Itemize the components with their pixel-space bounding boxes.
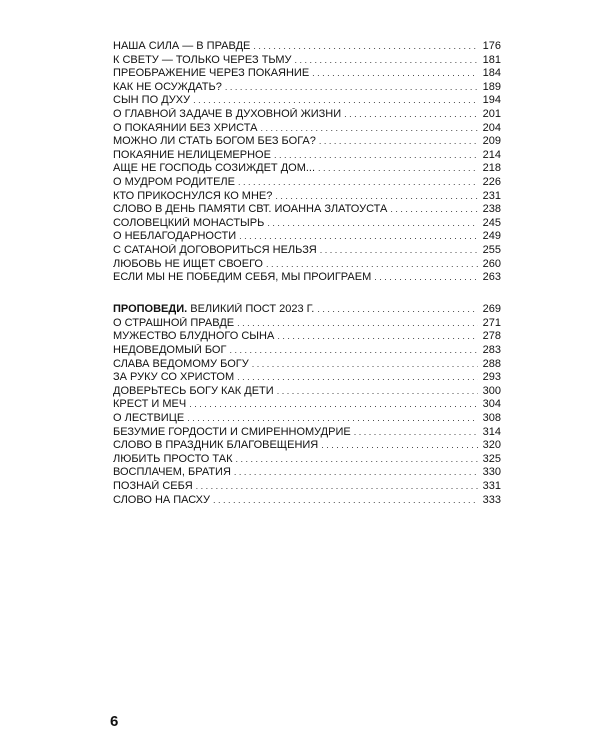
toc-entry-page: 209 <box>482 135 501 148</box>
leader-dots <box>344 108 478 122</box>
toc-entry-title: ЗА РУКУ СО ХРИСТОМ <box>113 371 235 384</box>
leader-dots <box>189 398 478 412</box>
toc-entry-title: К СВЕТУ — ТОЛЬКО ЧЕРЕЗ ТЬМУ <box>113 53 292 66</box>
toc-entry-title: О ПОКАЯНИИ БЕЗ ХРИСТА <box>113 121 258 134</box>
toc-entry[interactable] <box>113 190 501 204</box>
toc-entry-title: О МУДРОМ РОДИТЕЛЕ <box>113 175 235 188</box>
toc-entry[interactable] <box>113 385 501 399</box>
toc-entry[interactable] <box>113 135 501 149</box>
toc-entry-title: АЩЕ НЕ ГОСПОДЬ СОЗИЖДЕТ ДОМ... <box>113 162 316 175</box>
toc-entry-page: 271 <box>482 316 501 329</box>
toc-entry[interactable] <box>113 176 501 190</box>
toc-entry-page: 293 <box>482 371 501 384</box>
leader-dots <box>196 480 478 494</box>
toc-entry-title: ПРЕОБРАЖЕНИЕ ЧЕРЕЗ ПОКАЯНИЕ <box>113 67 310 80</box>
toc-entry-page: 304 <box>482 398 501 411</box>
leader-dots <box>274 149 478 163</box>
toc-entry-title: КТО ПРИКОСНУЛСЯ КО МНЕ? <box>113 189 273 202</box>
toc-section-1 <box>113 40 501 285</box>
toc-entry[interactable] <box>113 217 501 231</box>
leader-dots <box>238 176 478 190</box>
toc-entry-page: 255 <box>482 243 501 256</box>
toc-entry-title: СЛОВО В ПРАЗДНИК БЛАГОВЕЩЕНИЯ <box>113 439 319 452</box>
toc-entry-page: 204 <box>482 121 501 134</box>
toc-entry-page: 218 <box>482 162 501 175</box>
toc-entry-page: 300 <box>482 384 501 397</box>
toc-entry-title: ДОВЕРЬТЕСЬ БОГУ КАК ДЕТИ <box>113 384 274 397</box>
toc-entry-page: 201 <box>482 107 501 120</box>
toc-entry[interactable] <box>113 258 501 272</box>
toc-entry-title: ВОСПЛАЧЕМ, БРАТИЯ <box>113 466 231 479</box>
toc-entry-title: НАША СИЛА — В ПРАВДЕ <box>113 40 251 52</box>
toc-entry-title: СЛАВА ВЕДОМОМУ БОГУ <box>113 357 249 370</box>
toc-entry-title: МОЖНО ЛИ СТАТЬ БОГОМ БЕЗ БОГА? <box>113 135 316 148</box>
toc-entry[interactable] <box>113 398 501 412</box>
toc-entry[interactable] <box>113 108 501 122</box>
toc-entry-page: 181 <box>482 53 501 66</box>
toc-entry-page: 238 <box>482 203 501 216</box>
toc-entry[interactable] <box>113 271 501 285</box>
toc-entry[interactable] <box>113 94 501 108</box>
toc-entry-page: 249 <box>482 230 501 243</box>
section-gap <box>113 285 501 304</box>
toc-entry-title: МУЖЕСТВО БЛУДНОГО СЫНА <box>113 330 275 343</box>
leader-dots <box>266 258 478 272</box>
toc-entry-page: 260 <box>482 257 501 270</box>
toc-entry-title: О СТРАШНОЙ ПРАВДЕ <box>113 316 235 329</box>
toc-entry-title: БЕЗУМИЕ ГОРДОСТИ И СМИРЕННОМУДРИЕ <box>113 425 351 438</box>
leader-dots <box>267 217 478 231</box>
toc-entry[interactable] <box>113 244 501 258</box>
toc-entry-page: 231 <box>482 189 501 202</box>
table-of-contents <box>113 40 501 507</box>
toc-entry[interactable] <box>113 162 501 176</box>
toc-entry[interactable] <box>113 54 501 68</box>
toc-entry-title: ЛЮБОВЬ НЕ ИЩЕТ СВОЕГО <box>113 257 263 270</box>
toc-entry[interactable] <box>113 466 501 480</box>
toc-entry-page: 226 <box>482 175 501 188</box>
leader-dots <box>295 54 478 68</box>
toc-entry[interactable] <box>113 67 501 81</box>
leader-dots <box>275 190 478 204</box>
leader-dots <box>277 330 478 344</box>
toc-entry-page: 288 <box>482 357 501 370</box>
leader-dots <box>321 439 478 453</box>
leader-dots <box>317 303 478 317</box>
toc-entry[interactable] <box>113 439 501 453</box>
toc-entry-title: КАК НЕ ОСУЖДАТЬ? <box>113 80 222 93</box>
leader-dots <box>193 94 478 108</box>
toc-entry-page: 194 <box>482 94 501 107</box>
toc-entry-title: ЛЮБИТЬ ПРОСТО ТАК <box>113 452 233 465</box>
toc-entry-page: 331 <box>482 480 501 492</box>
leader-dots <box>252 358 478 372</box>
page-number: 6 <box>110 713 119 730</box>
toc-entry-page: 189 <box>482 80 501 93</box>
toc-entry-title: СЛОВО НА ПАСХУ <box>113 493 210 506</box>
leader-dots <box>320 244 478 258</box>
toc-entry-page: 320 <box>482 439 501 452</box>
leader-dots <box>319 135 478 149</box>
leader-dots <box>237 317 478 331</box>
toc-entry[interactable] <box>113 344 501 358</box>
toc-entry-title: ПОЗНАЙ СЕБЯ <box>113 480 193 492</box>
toc-entry[interactable] <box>113 371 501 385</box>
leader-dots <box>239 230 478 244</box>
toc-entry[interactable] <box>113 426 501 440</box>
leader-dots <box>260 122 478 136</box>
section-header-title <box>113 303 317 317</box>
toc-entry-title: ПОКАЯНИЕ НЕЛИЦЕМЕРНОЕ <box>113 148 271 161</box>
leader-dots <box>354 426 478 440</box>
section-header-page: 269 <box>482 303 501 316</box>
toc-entry-title: ЕСЛИ МЫ НЕ ПОБЕДИМ СЕБЯ, МЫ ПРОИГРАЕМ <box>113 271 372 284</box>
toc-entry[interactable] <box>113 203 501 217</box>
toc-entry-page: 283 <box>482 344 501 357</box>
leader-dots <box>318 162 478 176</box>
toc-entry[interactable] <box>113 317 501 331</box>
toc-entry-title: НЕДОВЕДОМЫЙ БОГ <box>113 344 227 357</box>
leader-dots <box>234 466 478 480</box>
toc-entry-title: О ЛЕСТВИЦЕ <box>113 412 185 425</box>
leader-dots <box>312 67 478 81</box>
toc-entry-page: 176 <box>482 40 501 52</box>
section-header-strong: ПРОПОВЕДИ. <box>113 303 188 316</box>
leader-dots <box>237 371 478 385</box>
section-header-rest: ВЕЛИКИЙ ПОСТ 2023 Г. <box>187 303 315 316</box>
toc-entry[interactable] <box>113 494 501 508</box>
leader-dots <box>236 453 478 467</box>
leader-dots <box>213 494 478 508</box>
toc-entry-title: С САТАНОЙ ДОГОВОРИТЬСЯ НЕЛЬЗЯ <box>113 243 317 256</box>
toc-entry-page: 325 <box>482 452 501 465</box>
toc-entry[interactable] <box>113 122 501 136</box>
toc-entry[interactable] <box>113 81 501 95</box>
toc-entry-title: СЫН ПО ДУХУ <box>113 94 191 107</box>
toc-entry-page: 333 <box>482 493 501 506</box>
toc-entry-title: О ГЛАВНОЙ ЗАДАЧЕ В ДУХОВНОЙ ЖИЗНИ <box>113 107 342 120</box>
toc-entry-page: 263 <box>482 271 501 284</box>
toc-entry[interactable] <box>113 412 501 426</box>
toc-entry[interactable] <box>113 480 501 494</box>
toc-entry-title: СОЛОВЕЦКИЙ МОНАСТЫРЬ <box>113 216 265 229</box>
toc-entry-page: 214 <box>482 148 501 161</box>
section-header-sermons[interactable] <box>113 303 501 317</box>
leader-dots <box>390 203 478 217</box>
toc-entry[interactable] <box>113 358 501 372</box>
leader-dots <box>253 40 478 54</box>
toc-entry[interactable] <box>113 330 501 344</box>
toc-entry-title: О НЕБЛАГОДАРНОСТИ <box>113 230 237 243</box>
leader-dots <box>229 344 478 358</box>
toc-entry-page: 184 <box>482 67 501 80</box>
toc-entry-page: 308 <box>482 412 501 425</box>
leader-dots <box>277 385 478 399</box>
leader-dots <box>187 412 478 426</box>
toc-entry[interactable] <box>113 40 501 54</box>
toc-entry-page: 245 <box>482 216 501 229</box>
toc-entry[interactable] <box>113 149 501 163</box>
toc-entry-title: СЛОВО В ДЕНЬ ПАМЯТИ СВТ. ИОАННА ЗЛАТОУСТА <box>113 203 388 216</box>
leader-dots <box>374 271 478 285</box>
toc-section-2 <box>113 317 501 507</box>
toc-entry-page: 330 <box>482 466 501 479</box>
toc-entry[interactable] <box>113 453 501 467</box>
toc-entry[interactable] <box>113 230 501 244</box>
toc-entry-page: 314 <box>482 425 501 438</box>
toc-entry-page: 278 <box>482 330 501 343</box>
toc-entry-title: КРЕСТ И МЕЧ <box>113 398 187 411</box>
leader-dots <box>225 81 478 95</box>
